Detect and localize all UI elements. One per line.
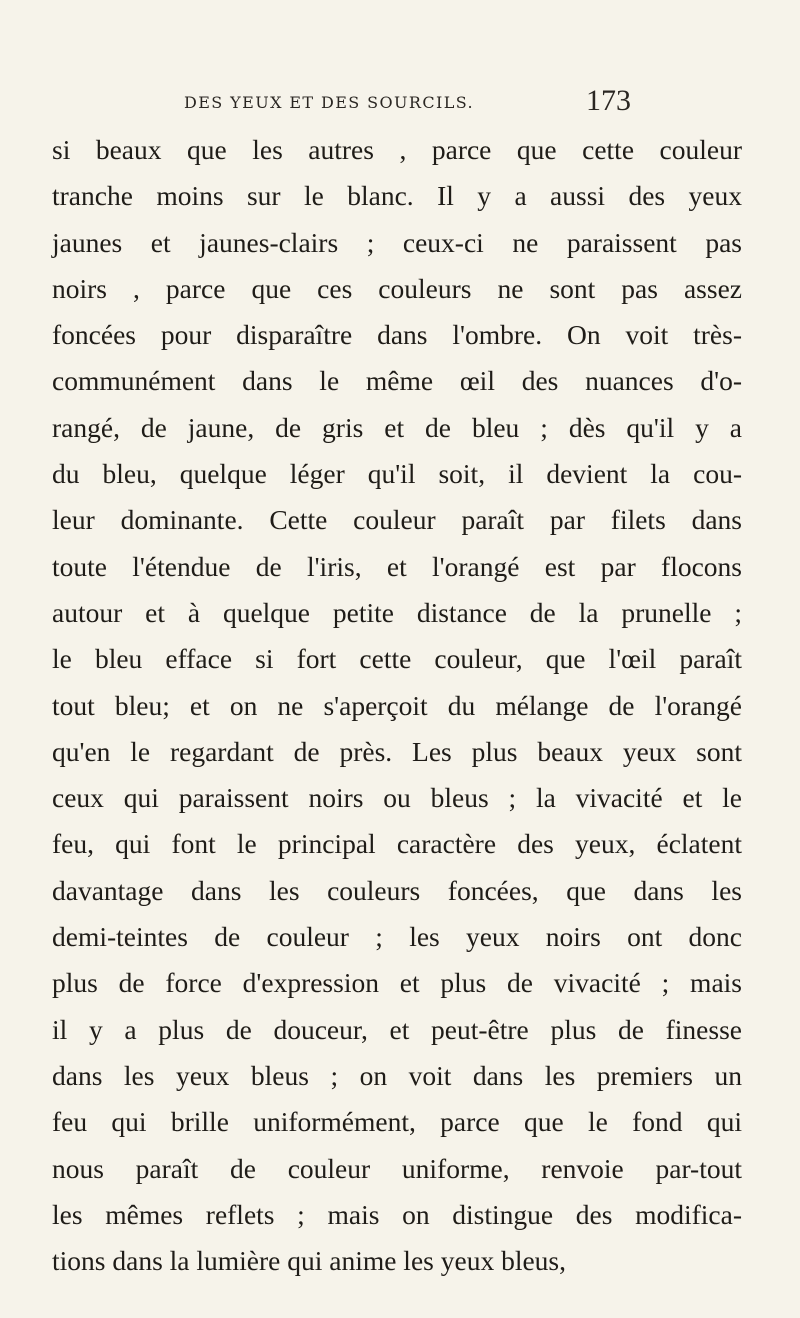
text-line: plus de force d'expression et plus de vivacité ; mais — [52, 967, 742, 999]
text-line: demi-teintes de couleur ; les yeux noirs ont donc — [52, 921, 742, 953]
text-line: le bleu efface si fort cette couleur, que l'œil paraît — [52, 643, 742, 675]
text-line: autour et à quelque petite distance de la prunelle ; — [52, 596, 742, 628]
body-text — [52, 127, 742, 1284]
text-line: feu qui brille uniformément, parce que le fond qui — [52, 1106, 742, 1138]
text-line: ceux qui paraissent noirs ou bleus ; la vivacité et le — [52, 782, 742, 814]
running-header — [150, 84, 720, 128]
text-line: toute l'étendue de l'iris, et l'orangé est par flocons — [52, 550, 742, 582]
text-line: nous paraît de couleur uniforme, renvoie par-tout — [52, 1152, 742, 1184]
text-line: tranche moins sur le blanc. Il y a aussi des yeux — [52, 180, 742, 212]
text-line: qu'en le regardant de près. Les plus beaux yeux sont — [52, 735, 742, 767]
text-line: du bleu, quelque léger qu'il soit, il devient la cou- — [52, 458, 742, 490]
text-line: jaunes et jaunes-clairs ; ceux-ci ne paraissent pas — [52, 226, 742, 258]
text-line: communément dans le même œil des nuances d'o- — [52, 365, 742, 397]
text-line: tions dans la lumière qui anime les yeux bleus, — [52, 1245, 566, 1277]
text-line: rangé, de jaune, de gris et de bleu ; dès qu'il y a — [52, 411, 742, 443]
page-number: 173 — [586, 84, 631, 117]
text-line: si beaux que les autres , parce que cette couleur — [52, 134, 742, 165]
text-line: il y a plus de douceur, et peut-être plus de finesse — [52, 1013, 742, 1045]
text-line: dans les yeux bleus ; on voit dans les premiers un — [52, 1059, 742, 1091]
text-line: feu, qui font le principal caractère des yeux, éclatent — [52, 828, 742, 860]
text-line: leur dominante. Cette couleur paraît par filets dans — [52, 504, 742, 536]
text-line: tout bleu; et on ne s'aperçoit du mélange de l'orangé — [52, 689, 742, 721]
text-line: davantage dans les couleurs foncées, que dans les — [52, 874, 742, 906]
text-line: noirs , parce que ces couleurs ne sont pas assez — [52, 272, 742, 304]
text-line: foncées pour disparaître dans l'ombre. On voit très- — [52, 319, 742, 351]
running-title: DES YEUX ET DES SOURCILS. — [184, 93, 475, 112]
text-line: les mêmes reflets ; mais on distingue des modifica- — [52, 1198, 742, 1230]
